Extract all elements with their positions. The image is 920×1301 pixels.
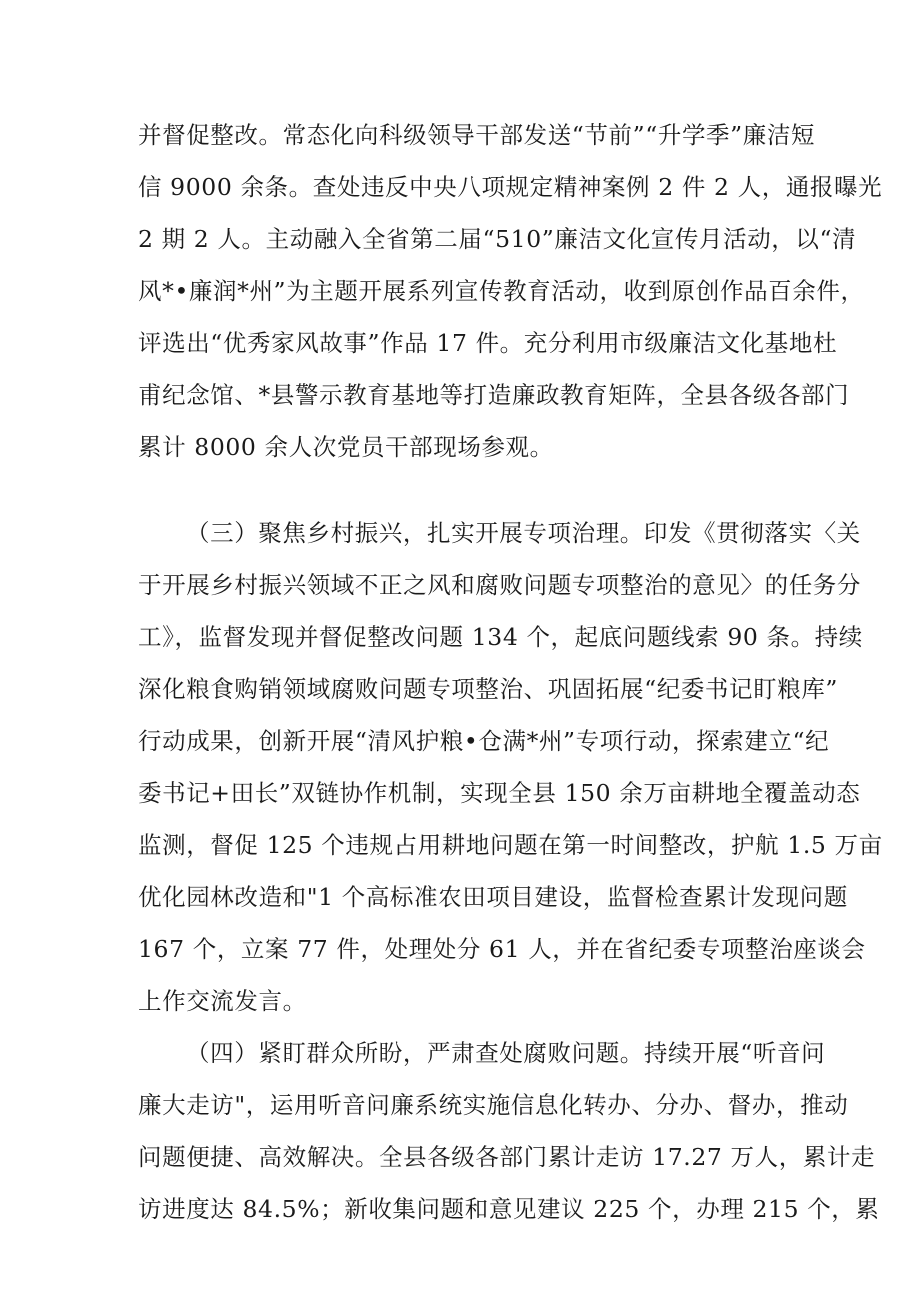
text-line: 工》，监督发现并督促整改问题 134 个，起底问题线索 90 条。持续 bbox=[138, 623, 863, 651]
text-line: 累计 8000 余人次党员干部现场参观。 bbox=[138, 433, 554, 461]
text-line: 信 9000 余条。查处违反中央八项规定精神案例 2 件 2 人，通报曝光 bbox=[138, 173, 883, 201]
text-line: 监测，督促 125 个违规占用耕地问题在第一时间整改，护航 1.5 万亩 bbox=[138, 831, 883, 859]
text-line: 2 期 2 人。主动融入全省第二届“510”廉洁文化宣传月活动，以“清 bbox=[138, 225, 857, 253]
text-line: （四）紧盯群众所盼，严肃查处腐败问题。持续开展“听音问 bbox=[186, 1039, 826, 1067]
text-line: 廉大走访"，运用听音问廉系统实施信息化转办、分办、督办，推动 bbox=[138, 1091, 849, 1119]
text-line: 于开展乡村振兴领域不正之风和腐败问题专项整治的意见〉的任务分 bbox=[138, 571, 861, 599]
text-line: 行动成果，创新开展“清风护粮•仓满*州”专项行动，探索建立“纪 bbox=[138, 727, 830, 755]
text-line: 委书记+田长”双链协作机制，实现全县 150 余万亩耕地全覆盖动态 bbox=[138, 779, 861, 807]
text-line: 深化粮食购销领域腐败问题专项整治、巩固拓展“纪委书记盯粮库” bbox=[138, 675, 839, 703]
text-line: 风*•廉润*州”为主题开展系列宣传教育活动，收到原创作品百余件， bbox=[138, 277, 865, 305]
text-line: 上作交流发言。 bbox=[138, 987, 307, 1015]
text-line: 问题便捷、高效解决。全县各级各部门累计走访 17.27 万人，累计走 bbox=[138, 1143, 876, 1171]
text-line: 优化园林改造和"1 个高标准农田项目建设，监督检查累计发现问题 bbox=[138, 883, 848, 911]
text-line: 评选出“优秀家风故事”作品 17 件。充分利用市级廉洁文化基地杜 bbox=[138, 329, 838, 357]
text-line: （三）聚焦乡村振兴，扎实开展专项治理。印发《贯彻落实〈关 bbox=[186, 519, 861, 547]
text-line: 访进度达 84.5%；新收集问题和意见建议 225 个，办理 215 个，累 bbox=[138, 1195, 880, 1223]
text-line: 并督促整改。常态化向科级领导干部发送“节前”“升学季”廉洁短 bbox=[138, 121, 816, 149]
text-line: 167 个，立案 77 件，处理处分 61 人，并在省纪委专项整治座谈会 bbox=[138, 935, 866, 963]
text-line: 甫纪念馆、*县警示教育基地等打造廉政教育矩阵，全县各级各部门 bbox=[138, 381, 850, 409]
